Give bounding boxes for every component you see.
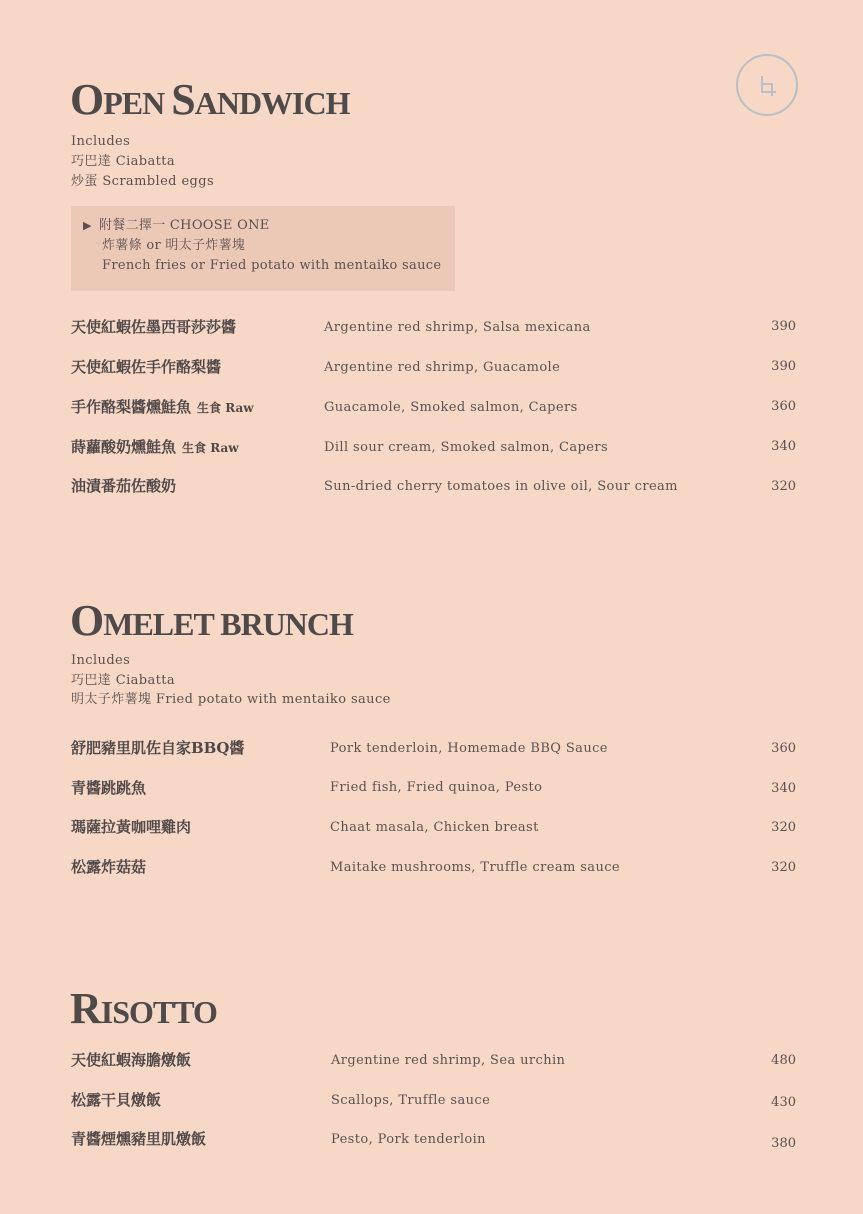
includes-item: 巧巴達 Ciabatta xyxy=(71,154,176,169)
item-name-zh: 青醬跳跳魚 xyxy=(71,779,147,797)
choose-options-en: French fries or Fried potato with mentaiko sauce xyxy=(102,258,442,273)
item-name-zh: 蒔蘿酸奶燻鮭魚 生食 Raw xyxy=(71,438,239,456)
item-name-zh: 天使紅蝦佐墨西哥莎莎醬 xyxy=(71,318,237,336)
item-price: 360 xyxy=(771,741,796,756)
item-description: Dill sour cream, Smoked salmon, Capers xyxy=(324,440,609,455)
item-name-zh: 天使紅蝦佐手作酪梨醬 xyxy=(71,358,222,376)
item-price: 340 xyxy=(771,439,796,454)
item-description: Chaat masala, Chicken breast xyxy=(330,820,539,835)
item-description: Argentine red shrimp, Guacamole xyxy=(324,360,561,375)
item-price: 320 xyxy=(771,820,796,835)
item-price: 340 xyxy=(771,781,796,796)
item-description: Argentine red shrimp, Salsa mexicana xyxy=(324,320,591,335)
item-name-zh: 油漬番茄佐酸奶 xyxy=(71,477,177,495)
item-name-zh: 天使紅蝦海膽燉飯 xyxy=(71,1051,192,1069)
item-price: 360 xyxy=(771,399,796,414)
item-price: 320 xyxy=(771,860,796,875)
includes-item: 明太子炸薯塊 Fried potato with mentaiko sauce xyxy=(71,692,391,707)
item-description: Scallops, Truffle sauce xyxy=(331,1093,491,1108)
item-description: Sun-dried cherry tomatoes in olive oil, Sour cream xyxy=(324,479,678,494)
choose-options-zh: 炸薯條 or 明太子炸薯塊 xyxy=(102,238,246,253)
choose-one-box xyxy=(71,206,455,291)
item-description: Pork tenderloin, Homemade BBQ Sauce xyxy=(330,741,608,756)
item-name-zh: 青醬煙燻豬里肌燉飯 xyxy=(71,1130,207,1148)
section-title-open-sandwich: OPEN SANDWICH xyxy=(70,75,350,124)
section-title-omelet-brunch: OMELET BRUNCH xyxy=(70,596,353,645)
item-name-zh: 松露干貝燉飯 xyxy=(71,1091,162,1109)
item-price: 390 xyxy=(771,319,796,334)
item-price: 480 xyxy=(771,1053,796,1068)
item-description: Pesto, Pork tenderloin xyxy=(331,1132,486,1147)
monogram-icon xyxy=(736,54,798,116)
section-title-risotto: RISOTTO xyxy=(70,984,217,1033)
includes-label: Includes xyxy=(71,653,131,668)
item-description: Maitake mushrooms, Truffle cream sauce xyxy=(330,860,621,875)
includes-item: 炒蛋 Scrambled eggs xyxy=(71,174,215,189)
arrow-right-icon: ▶ xyxy=(83,219,92,232)
item-description: Fried fish, Fried quinoa, Pesto xyxy=(330,780,543,795)
item-description: Guacamole, Smoked salmon, Capers xyxy=(324,400,578,415)
item-description: Argentine red shrimp, Sea urchin xyxy=(331,1053,566,1068)
includes-label: Includes xyxy=(71,134,131,149)
item-price: 430 xyxy=(771,1095,796,1110)
choose-heading: 附餐二擇一 CHOOSE ONE xyxy=(99,218,270,233)
item-price: 390 xyxy=(771,359,796,374)
item-name-zh: 舒肥豬里肌佐自家BBQ醬 xyxy=(71,739,245,757)
item-name-zh: 瑪薩拉黃咖哩雞肉 xyxy=(71,818,192,836)
includes-item: 巧巴達 Ciabatta xyxy=(71,673,176,688)
item-name-zh: 手作酪梨醬燻鮭魚 生食 Raw xyxy=(71,398,254,416)
raw-tag: 生食 Raw xyxy=(197,401,254,415)
item-price: 380 xyxy=(771,1136,796,1151)
raw-tag: 生食 Raw xyxy=(182,441,239,455)
item-price: 320 xyxy=(771,479,796,494)
item-name-zh: 松露炸菇菇 xyxy=(71,858,147,876)
